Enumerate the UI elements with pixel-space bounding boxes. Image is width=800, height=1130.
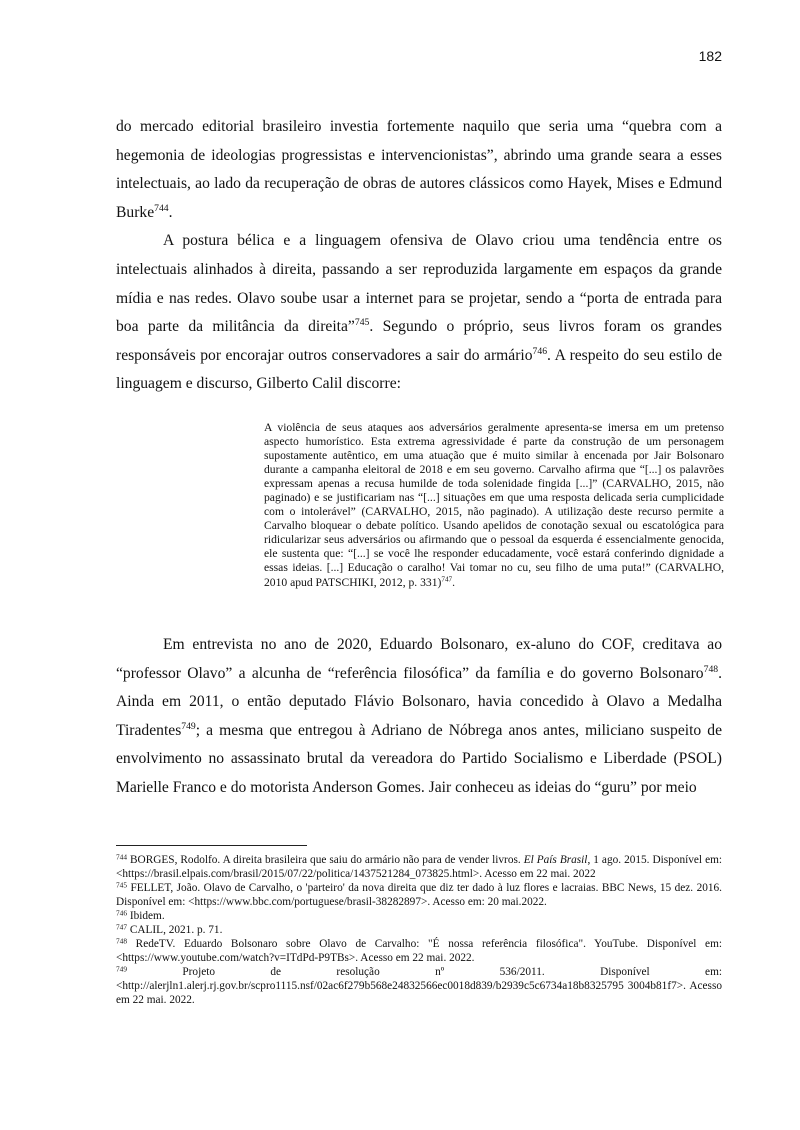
footnote-text: BORGES, Rodolfo. A direita brasileira que saiu do armário não para de vender livros. (127, 854, 524, 866)
body-section-top (116, 113, 722, 399)
page-number: 182 (698, 48, 722, 64)
body-section-bottom (116, 631, 722, 803)
footnote-text: FELLET, João. Olavo de Carvalho, o 'parteiro' da nova direita que diz ter dado à luz flores e lacraias. BBC News, 15 dez. 2016. Disponível em: <https://www.bbc.com/portuguese/brasil-38282897>. Acesso em: 20 mai.2022. (116, 882, 722, 908)
paragraph-2-text-a: A postura bélica e a linguagem ofensiva de Olavo criou uma tendência entre os intelectuais alinhados à direita, passando a ser reproduzida largamente em espaços da grande mídia e nas redes. Olavo soube usar a internet para se projetar, sendo a “porta de entrada para boa parte da militância da direita” (116, 232, 722, 336)
paragraph-3 (116, 631, 722, 803)
footnote-749-line-1 (116, 965, 722, 979)
footnote-ref-748[interactable]: 748 (703, 663, 719, 675)
footnote-749-line-2 (116, 979, 722, 1007)
footnote-ref-744[interactable]: 744 (154, 202, 169, 214)
footnote-748 (116, 937, 722, 965)
footnote-url: <http://alerjln1.alerj.rj.gov.br/scpro1115.nsf/02ac6f279b568e24832566ec0018d839/b2939c5c6734a18b8325795 3004b81f7>. Acesso em 22 mai. 2022. (116, 980, 722, 1006)
paragraph-3-text-b: . Ainda em 2011, o então deputado Flávio Bolsonaro, havia concedido à Olavo a Medalha Tiradentes (116, 664, 722, 739)
footnote-text: Ibidem. (127, 910, 165, 922)
paragraph-3-text-c: ; a mesma que entregou à Adriano de Nóbrega anos antes, miliciano suspeito de envolvimento no assassinato brutal da vereadora do Partido Socialismo e Liberdade (PSOL) Marielle Franco e do motorista Anderson Gomes. Jair conheceu as ideias do “guru” por meio (116, 721, 722, 796)
block-quote-text: A violência de seus ataques aos adversários geralmente apresenta-se imersa em um pretenso aspecto humorístico. Esta extrema agressividade é parte da construção de um personagem supostamente autêntico, em uma atuação que é muito similar à encenada por Jair Bolsonaro durante a campanha eleitoral de 2018 e em seu governo. Carvalho afirma que “[...] os palavrões expressam apenas a recusa humilde de toda solenidade fingida [...]” (CARVALHO, 2015, não paginado) e se justificariam nas “[...] situações em que uma resposta delicada seria cumplicidade com o intolerável” (CARVALHO, 2015, não paginado). A utilização deste recurso permite a Carvalho bloquear o debate político. Usando apelidos de conotação sexual ou escatológica para ridicularizar seus adversários ou afirmando que o pessoal da esquerda é essencialmente genocida, ele sustenta que: “[...] se você lhe responder educadamente, você estará conferindo dignidade a essas ideias. [...] Educação o caralho! Vai tomar no cu, seu filho de uma puta!” (CARVALHO, 2010 apud PATSCHIKI, 2012, p. 331) (264, 421, 724, 589)
footnote-text: CALIL, 2021. p. 71. (127, 924, 223, 936)
footnote-number: 748 (116, 936, 127, 946)
paragraph-3-text-a: Em entrevista no ano de 2020, Eduardo Bolsonaro, ex-aluno do COF, creditava ao “professor Olavo” a alcunha de “referência filosófica” da família e do governo Bolsonaro (116, 636, 722, 682)
footnote-number: 745 (116, 880, 127, 890)
footnote-ref-747[interactable]: 747 (441, 575, 453, 584)
footnote-ref-746[interactable]: 746 (532, 345, 548, 357)
paragraph-2-text-c: . A respeito do seu estilo de linguagem e discurso, Gilberto Calil discorre: (116, 346, 722, 393)
footnote-number: 744 (116, 852, 127, 862)
footnote-source-title: El País Brasil (523, 854, 588, 866)
footnotes (116, 853, 722, 1007)
paragraph-2 (116, 227, 722, 399)
footnote-text-cont: , 1 ago. 2015. Disponível em: <https://brasil.elpais.com/brasil/2015/07/22/politica/1437521284_073825.html>. Acesso em 22 mai. 2022 (116, 854, 723, 880)
paragraph-1: do mercado editorial brasileiro investia fortemente naquilo que seria uma “quebra com a hegemonia de ideologias progressistas e intervencionistas”, abrindo uma grande seara a esses intelectuais, ao lado da recuperação de obras de autores clássicos como Hayek, Mises e Edmund Burke$^{744}$. (116, 118, 722, 221)
paragraph-1-text: do mercado editorial brasileiro investia fortemente naquilo que seria uma “quebra com a hegemonia de ideologias progressistas e intervencionistas”, abrindo uma grande seara a esses intelectuais, ao lado da recuperação de obras de autores clássicos como Hayek, Mises e Edmund Burke (116, 118, 722, 221)
footnote-747 (116, 923, 722, 937)
paragraph-2-text-b: . Segundo o próprio, seus livros foram os grandes responsáveis por encorajar outros conservadores a sair do armário (116, 318, 722, 364)
footnote-ref-749[interactable]: 749 (181, 720, 196, 732)
footnote-number: 747 (116, 922, 127, 932)
footnote-744 (116, 853, 722, 881)
footnote-separator (116, 845, 307, 846)
footnote-number: 746 (116, 908, 127, 918)
footnote-number: 749 (116, 964, 127, 974)
footnote-text: RedeTV. Eduardo Bolsonaro sobre Olavo de Carvalho: "É nossa referência filosófica". YouTube. Disponível em: <https://www.youtube.com/watch?v=ITdPd-P9TBs>. Acesso em 22 mai. 2022. (116, 938, 722, 964)
footnote-745 (116, 881, 722, 909)
footnote-ref-745[interactable]: 745 (354, 317, 370, 329)
footnote-746 (116, 909, 722, 923)
block-quote: A violência de seus ataques aos adversários geralmente apresenta-se imersa em um pretenso aspecto humorístico. Esta extrema agressividade é parte da construção de um personagem supostamente autêntico, em uma atuação que é muito similar à encenada por Jair Bolsonaro durante a campanha eleitoral de 2018 e em seu governo. Carvalho afirma que “[...] os palavrões expressam apenas a recusa humilde de toda solenidade fingida [...]” (CARVALHO, 2015, não paginado) e se justificariam nas “[...] situações em que uma resposta delicada seria cumplicidade com o intolerável” (CARVALHO, 2015, não paginado). A utilização deste recurso permite a Carvalho bloquear o debate político. Usando apelidos de conotação sexual ou escatológica para ridicularizar seus adversários ou afirmando que o pessoal da esquerda é essencialmente genocida, ele sustenta que: “[...] se você lhe responder educadamente, você estará conferindo dignidade a essas ideias. [...] Educação o caralho! Vai tomar no cu, seu filho de uma puta!” (CARVALHO, 2010 apud PATSCHIKI, 2012, p. 331)$^{747}$. (264, 421, 724, 589)
footnote-text: Projeto de resolução nº 536/2011. Disponível em: (127, 966, 722, 978)
